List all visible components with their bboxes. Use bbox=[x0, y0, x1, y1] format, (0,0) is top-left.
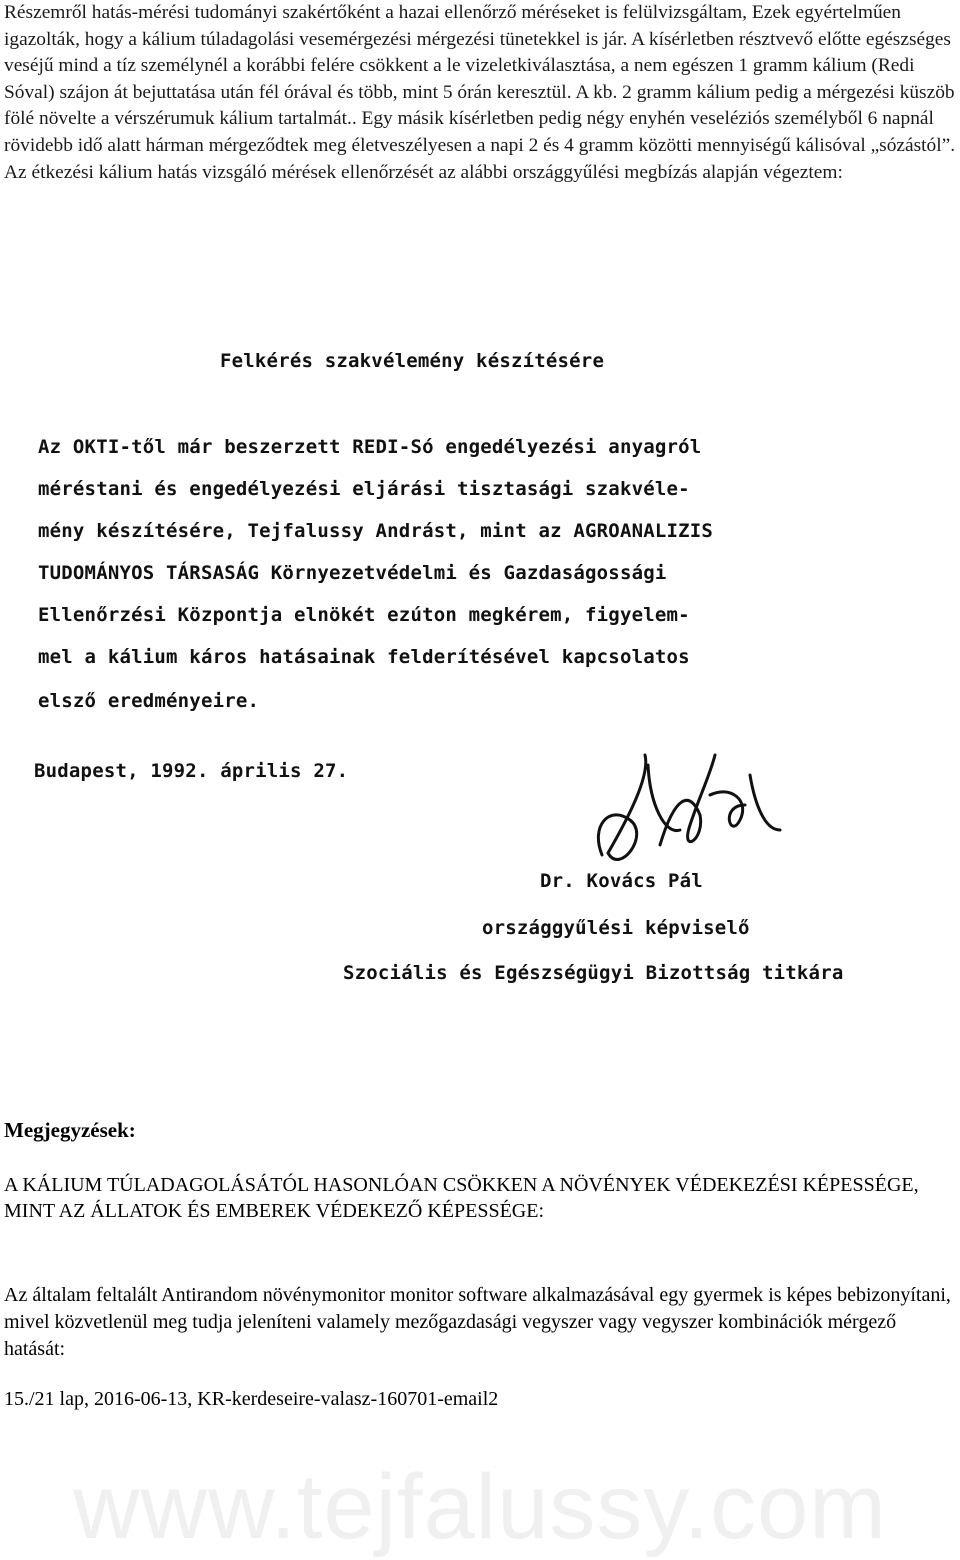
notes-heading: Megjegyzések: bbox=[4, 1118, 136, 1142]
letter-signer-name: Dr. Kovács Pál bbox=[540, 870, 703, 892]
watermark: www.tejfalussy.com bbox=[73, 1456, 887, 1558]
letter-line: mel a kálium káros hatásainak felderítésével kapcsolatos bbox=[38, 646, 690, 668]
letter-signer-role: országgyűlési képviselő bbox=[482, 917, 750, 939]
notes-paragraph: Az általam feltalált Antirandom növénymonitor monitor software alkalmazásával egy gyermek is képes bebizonyítani, mivel közvetlenül meg tudja jeleníteni valamely mezőgazdasági vegyszer vagy vegyszer kombinációk mérgező hatását: bbox=[4, 1284, 951, 1360]
letter-title: Felkérés szakvélemény készítésére bbox=[220, 350, 605, 372]
letter-line: mény készítésére, Tejfalussy Andrást, mint az AGROANALIZIS bbox=[38, 520, 714, 542]
intro-paragraph: Részemről hatás-mérési tudományi szakértőként a hazai ellenőrző méréseket is felülvizsgáltam, Ezek egyértelműen igazolták, hogy a kálium túladagolási vesemérgezési mérgezési tünetekkel is jár. A kísérletben résztvevő előtte egészséges veséjű mind a tíz személynél a korábbi felére csökkent a le vizeletkiválasztása, a nem egészen 1 gramm kálium (Redi Sóval) szájon át bejuttatása után fél órával és több, mint 5 órán keresztül. A kb. 2 gramm kálium pedig a mérgezési küszöb fölé növelte a vérszérumuk kálium tartalmát.. Egy másik kísérletben pedig négy enyhén veseléziós személyből 6 napnál rövidebb idő alatt hárman mérgeződtek meg életveszélyesen a napi 2 és 4 gramm közötti mennyiségű kálisóval „sózástól”. Az étkezési kálium hatás vizsgáló mérések ellenőrzését az alábbi országgyűlési megbízás alapján végeztem: bbox=[4, 2, 956, 183]
handwritten-signature bbox=[590, 735, 800, 885]
page-footer: 15./21 lap, 2016-06-13, KR-kerdeseire-valasz-160701-email2 bbox=[4, 1388, 499, 1410]
letter-line: Az OKTI-től már beszerzett REDI-Só engedélyezési anyagról bbox=[38, 436, 702, 458]
scanned-letter bbox=[0, 330, 960, 1010]
letter-line: méréstani és engedélyezési eljárási tisztasági szakvéle- bbox=[38, 478, 690, 500]
letter-line: TUDOMÁNYOS TÁRSASÁG Környezetvédelmi és Gazdaságossági bbox=[38, 562, 667, 584]
letter-signer-committee: Szociális és Egészségügyi Bizottság titkára bbox=[343, 962, 844, 984]
letter-date: Budapest, 1992. április 27. bbox=[34, 760, 349, 782]
letter-line: Ellenőrzési Központja elnökét ezúton megkérem, figyelem- bbox=[38, 604, 690, 626]
letter-line: elsző eredményeire. bbox=[38, 690, 260, 712]
notes-uppercase-paragraph: A KÁLIUM TÚLADAGOLÁSÁTÓL HASONLÓAN CSÖKKEN A NÖVÉNYEK VÉDEKEZÉSI KÉPESSÉGE, MINT AZ ÁLLATOK ÉS EMBEREK VÉDEKEZŐ KÉPESSÉGE: bbox=[4, 1174, 919, 1222]
